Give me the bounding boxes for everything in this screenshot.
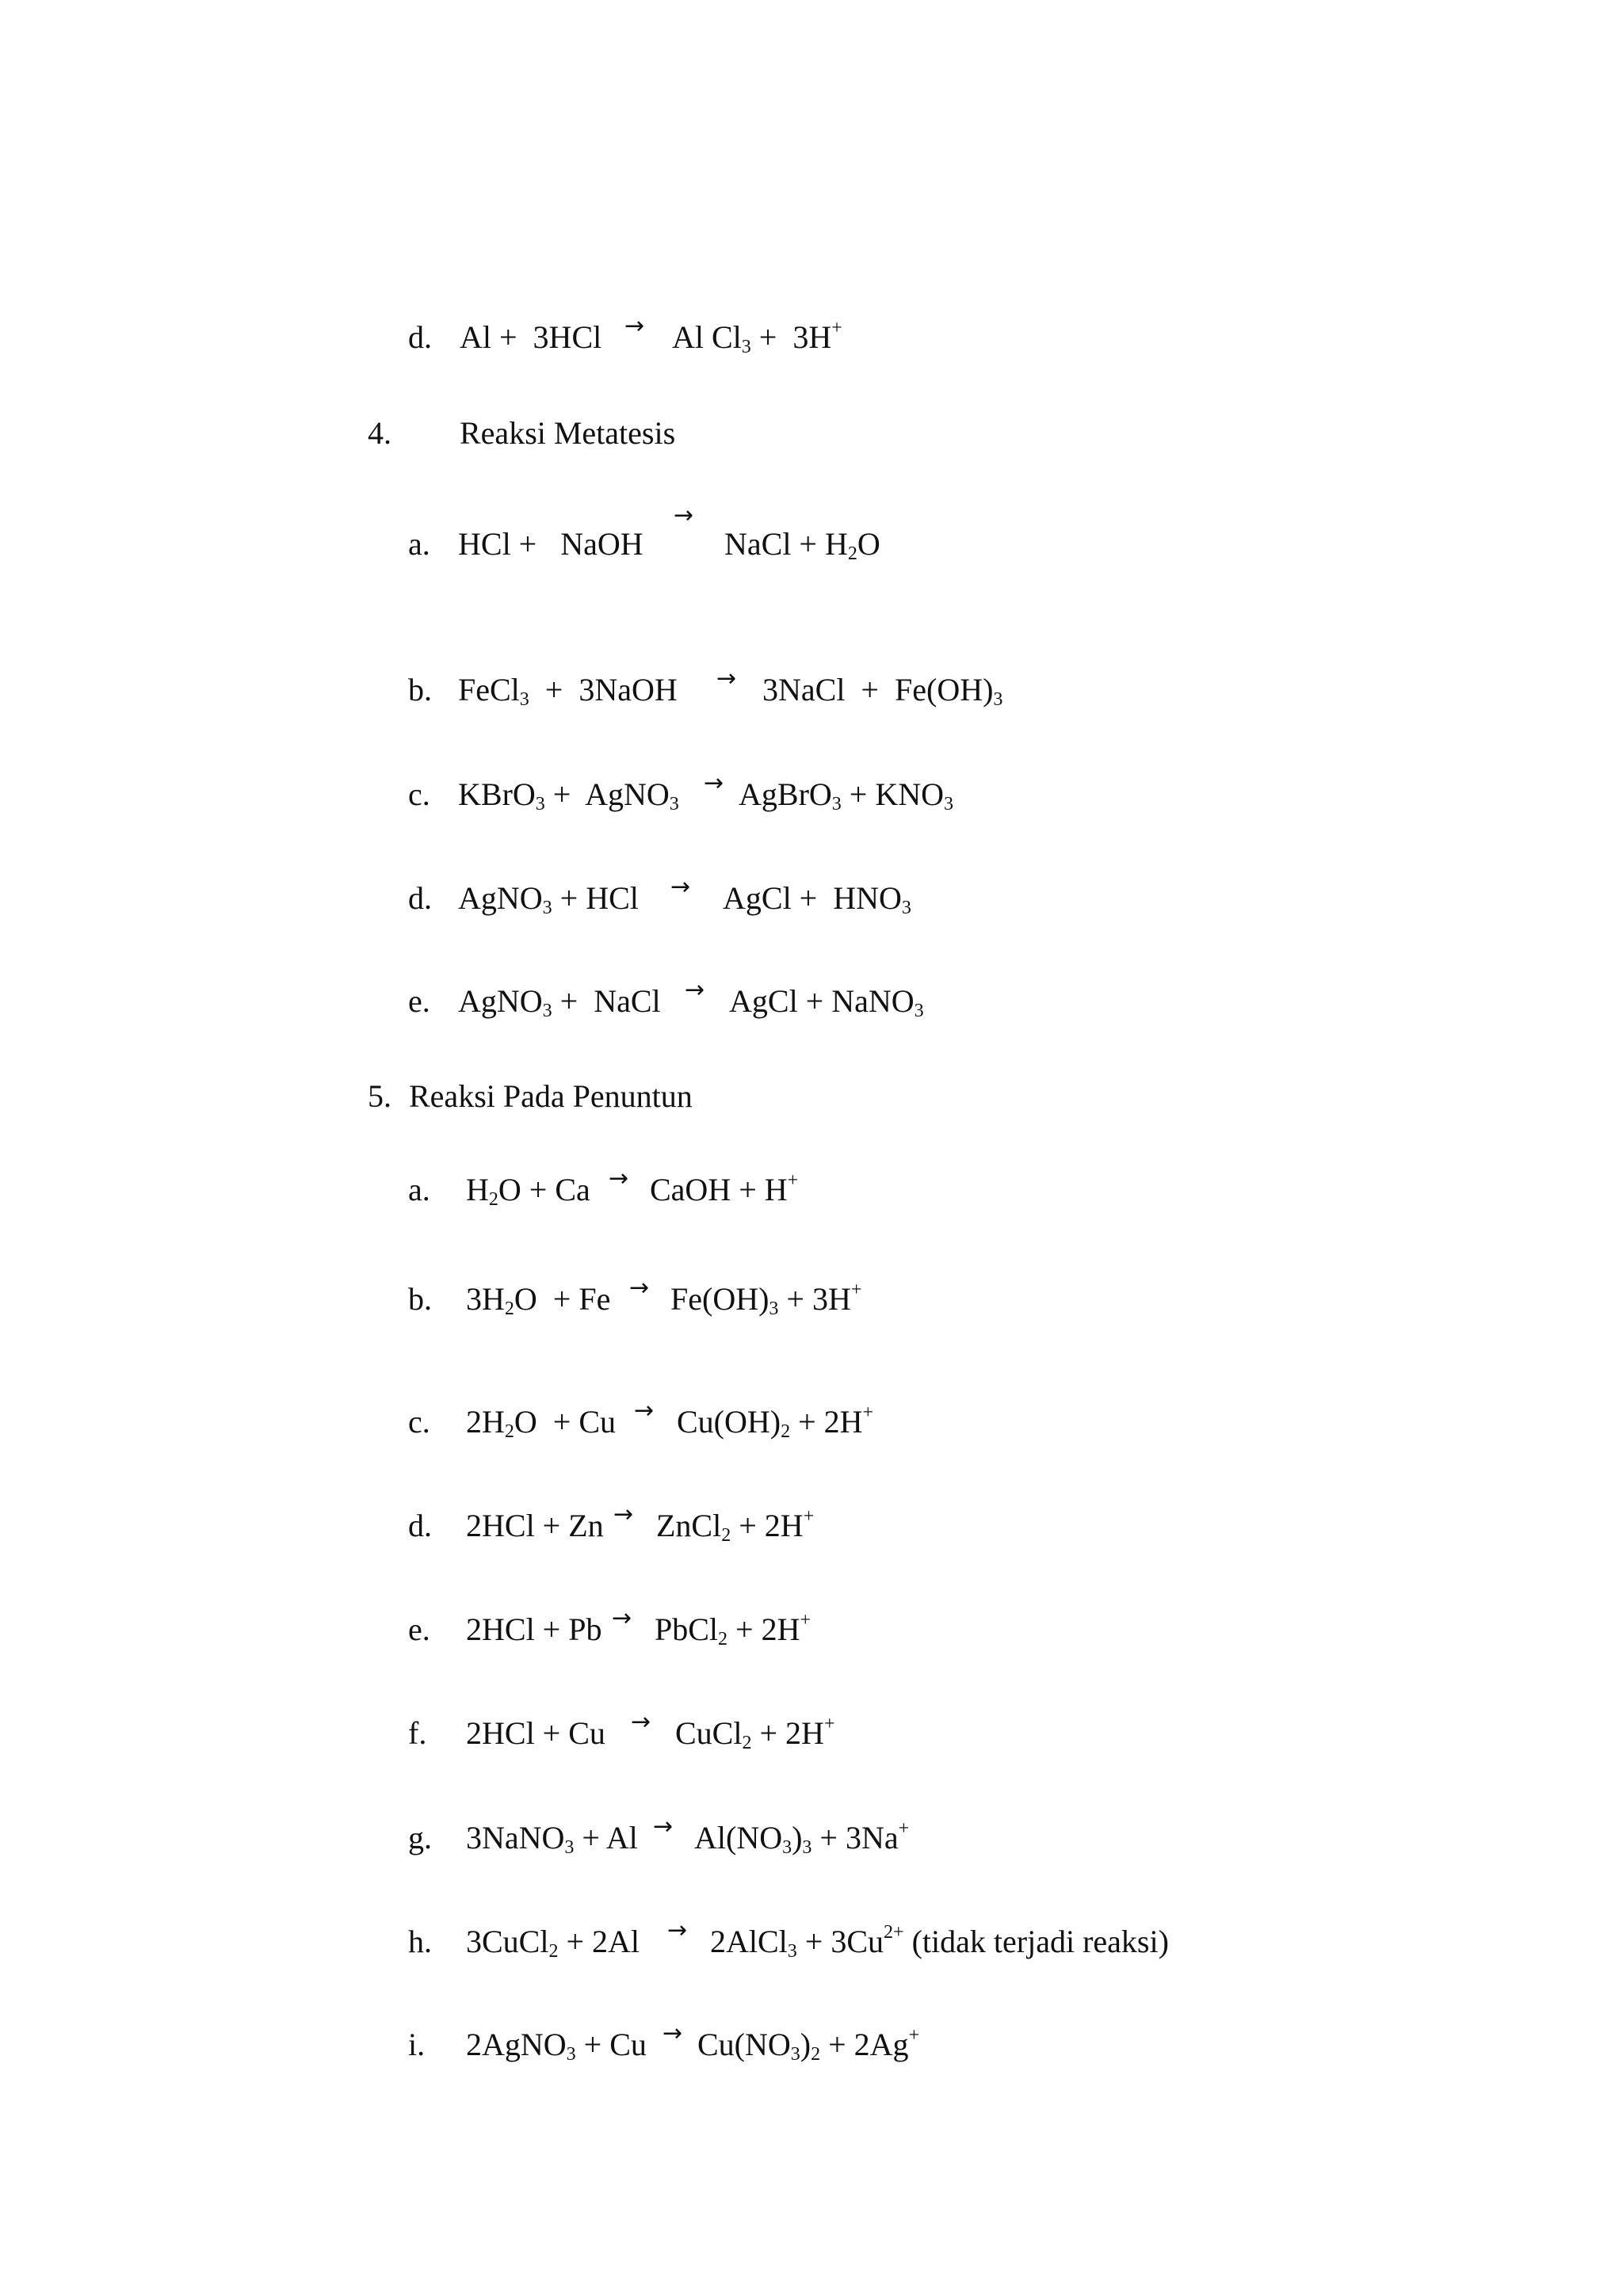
products: 2AlCl$_3$ + $3Cu^{2+}$ (tidak terjadi reaksi): [710, 1922, 1169, 1962]
item-label: b.: [408, 672, 432, 707]
section-number: 5.: [368, 1078, 391, 1114]
reaction-arrow-icon: →: [624, 312, 645, 340]
products: PbCl$_2$ + 2H+: [655, 1610, 812, 1650]
item-label: a.: [408, 526, 430, 562]
reactants: $2H_2O + Cu$: [466, 1404, 617, 1442]
products: $Al(NO_3)_3 + 3Na^+$: [694, 1818, 910, 1858]
reactants: 2HCl + Cu: [466, 1715, 605, 1751]
products: CuCl$_2$ + 2H+: [675, 1714, 835, 1753]
item-label: d.: [408, 1508, 432, 1543]
reactants: 3NaNO$_3$ + Al: [466, 1820, 638, 1858]
reaction-arrow-icon: →: [704, 769, 724, 797]
reaction-arrow-icon: →: [663, 2019, 683, 2047]
reactants: FeCl$_3$ + 3NaOH: [458, 672, 678, 710]
item-label: i.: [408, 2027, 426, 2062]
reaction-arrow-icon: →: [609, 1165, 629, 1192]
reaction-arrow-icon: →: [716, 665, 737, 692]
products: $Cu(OH)_2 + 2H^+$: [677, 1402, 874, 1442]
section-title: Reaksi Metatesis: [460, 415, 676, 451]
section-title: Reaksi Pada Penuntun: [409, 1078, 693, 1114]
reaction-arrow-icon: →: [667, 1917, 688, 1944]
products: AgBrO$_3$ + $KNO_3$: [739, 776, 953, 814]
item-label: c.: [408, 776, 430, 812]
products: AgCl + NaNO$_3$: [729, 983, 924, 1021]
products: $Fe(OH)_3 + 3H^+$: [670, 1280, 862, 1319]
reactants: HCl + NaOH: [458, 526, 643, 562]
item-label: f.: [408, 1715, 427, 1751]
products: ZnCl$_2$ + 2H+: [656, 1506, 815, 1546]
item-label: g.: [408, 1820, 432, 1855]
reaction-arrow-icon: →: [613, 1501, 634, 1528]
reactants: $H_2O + Ca$: [466, 1172, 590, 1210]
reaction-arrow-icon: →: [674, 502, 694, 529]
reactants: $3H_2O + Fe$: [466, 1281, 611, 1319]
reaction-arrow-icon: →: [612, 1604, 632, 1632]
reaction-note: (tidak terjadi reaksi): [903, 1924, 1169, 1959]
reactants: 2HCl + Zn: [466, 1508, 604, 1543]
products: 3NaCl + $Fe(OH)_3$: [762, 672, 1003, 710]
products: Al $Cl_3 + 3H^+$: [672, 318, 842, 357]
reaction-arrow-icon: →: [629, 1274, 650, 1302]
item-label: c.: [408, 1404, 430, 1440]
reaction-arrow-icon: →: [670, 873, 691, 901]
reaction-arrow-icon: →: [685, 976, 705, 1004]
item-label: b.: [408, 1281, 432, 1317]
reactants: 3CuCl$_2$ + 2Al: [466, 1924, 640, 1962]
reactants: 2HCl + Pb: [466, 1611, 602, 1647]
reactants: Al + 3HCl: [460, 319, 602, 355]
products: CaOH + H+: [650, 1170, 799, 1207]
reactants: 2AgNO$_3$ + Cu: [466, 2027, 647, 2065]
reaction-arrow-icon: →: [653, 1813, 674, 1840]
item-label: e.: [408, 983, 430, 1019]
reaction-arrow-icon: →: [631, 1708, 651, 1736]
item-label: h.: [408, 1924, 432, 1959]
products: NaCl + $H_2O$: [724, 526, 880, 564]
item-label: e.: [408, 1611, 430, 1647]
item-label: a.: [408, 1172, 430, 1207]
products: AgCl + $HNO_3$: [723, 880, 911, 918]
reaction-arrow-icon: →: [634, 1397, 655, 1425]
item-label: d.: [408, 319, 432, 355]
reactants: AgNO$_3$ + HCl: [458, 880, 639, 918]
section-number: 4.: [368, 415, 391, 451]
products: $Cu(NO_3)_2 + 2Ag^+$: [697, 2025, 920, 2065]
reactants: KBrO$_3$ + AgNO$_3$: [458, 776, 679, 814]
reactants: AgNO$_3$ + NaCl: [458, 983, 661, 1021]
item-label: d.: [408, 880, 432, 916]
